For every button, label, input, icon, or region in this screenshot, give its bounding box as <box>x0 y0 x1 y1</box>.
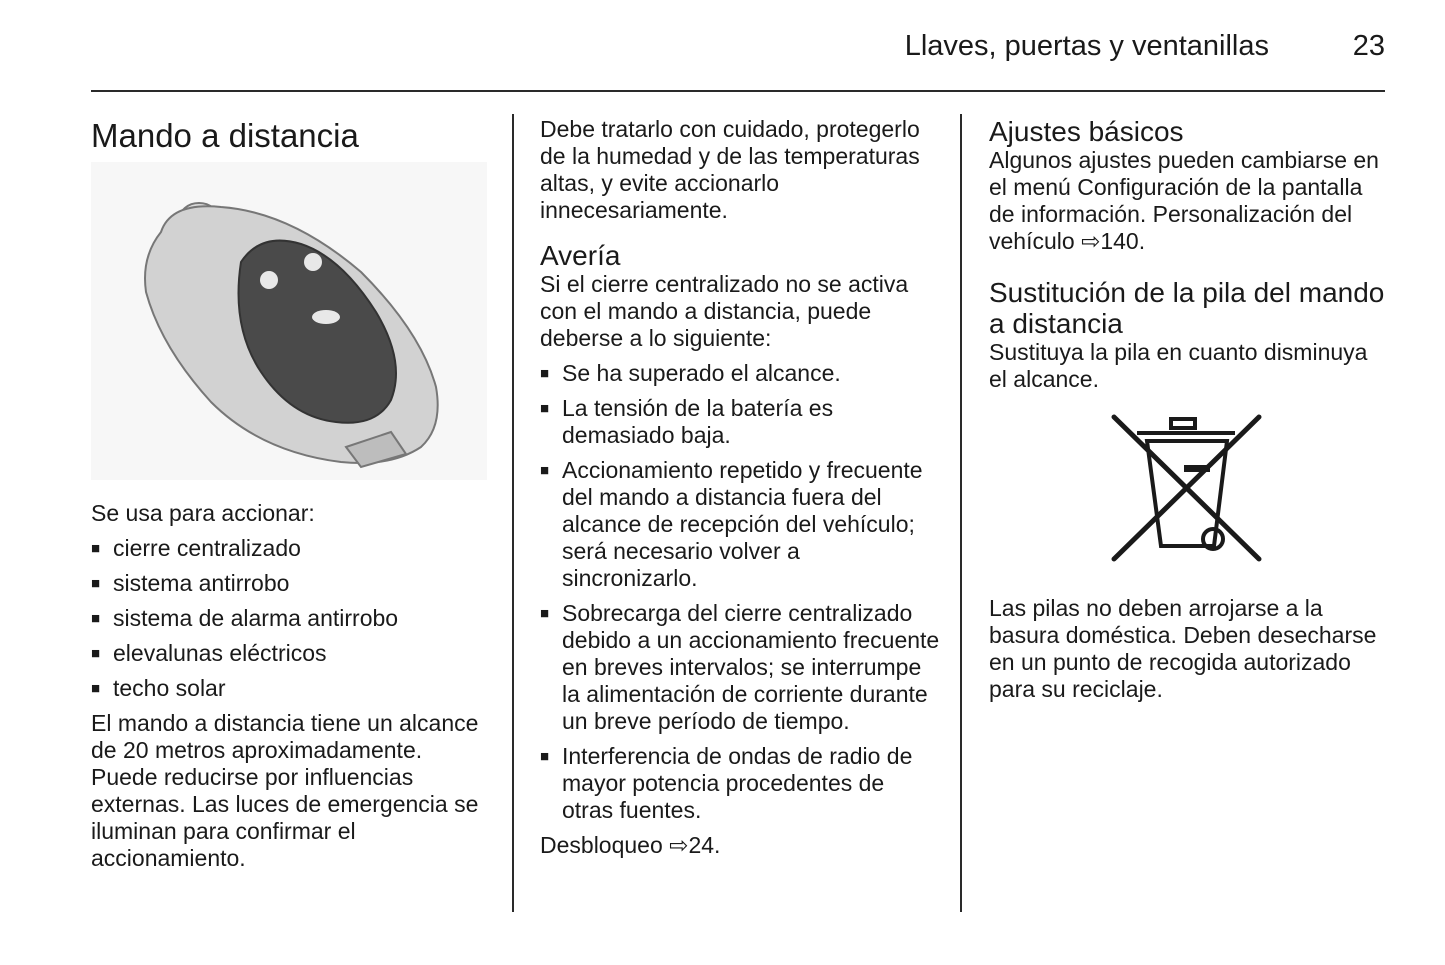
unlock-ref-page[interactable]: ⇨ 24. <box>669 832 720 858</box>
column-divider-1 <box>512 114 514 912</box>
remote-key-image <box>91 162 487 480</box>
disposal-paragraph: Las pilas no deben arrojarse a la basura doméstica. Deben desecharse en un punto de recogida autorizado para su reciclaje. <box>989 595 1377 702</box>
list-item: ■ La tensión de la batería es demasiado baja. <box>540 395 940 449</box>
column-1 <box>91 116 491 872</box>
basic-settings-paragraph <box>989 147 1385 255</box>
unlock-reference <box>540 832 940 859</box>
list-item: ■ Interferencia de ondas de radio de mayor potencia procedentes de otras fuentes. <box>540 743 940 824</box>
list-item: ■ cierre centralizado <box>91 535 491 562</box>
section-heading-basic-settings: Ajustes básicos <box>989 116 1184 147</box>
column-3 <box>989 116 1385 703</box>
care-paragraph: Debe tratarlo con cuidado, protegerlo de la humedad y de las temperaturas altas, y evite accionarlo innecesariamente. <box>540 116 920 223</box>
section-heading-battery: Sustitución de la pila del mando a distancia <box>989 277 1385 339</box>
list-item: ■ Sobrecarga del cierre centralizado debido a un accionamiento frecuente en breves intervalos; se interrumpe la alimentación de corriente durante un breve período de tiempo. <box>540 600 940 735</box>
list-item: ■ elevalunas eléctricos <box>91 640 491 667</box>
fault-intro: Si el cierre centralizado no se activa con el mando a distancia, puede deberse a lo siguiente: <box>540 271 909 351</box>
header-divider <box>91 90 1385 92</box>
list-item: ■ sistema antirrobo <box>91 570 491 597</box>
fault-causes-list <box>540 360 940 824</box>
column-2 <box>540 116 940 859</box>
page-number: 23 <box>1352 30 1385 62</box>
section-heading-fault: Avería <box>540 240 621 271</box>
unlock-ref-label: Desbloqueo <box>540 832 663 858</box>
section-heading-remote: Mando a distancia <box>91 117 359 154</box>
list-item: ■ sistema de alarma antirrobo <box>91 605 491 632</box>
settings-ref-page[interactable]: ⇨ 140. <box>1081 228 1145 254</box>
column-divider-2 <box>960 114 962 912</box>
battery-paragraph: Sustituya la pila en cuanto disminuya el alcance. <box>989 339 1368 392</box>
list-item: ■ Se ha superado el alcance. <box>540 360 940 387</box>
crossed-bin-icon <box>989 411 1385 571</box>
list-item: ■ Accionamiento repetido y frecuente del mando a distancia fuera del alcance de recepción del vehículo; será necesario volver a sincronizarlo. <box>540 457 940 592</box>
header-title: Llaves, puertas y ventanillas <box>904 30 1269 62</box>
remote-intro: Se usa para accionar: <box>91 500 315 526</box>
basic-settings-text: Algunos ajustes pueden cambiarse en el menú Configuración de la pantalla de información. Personalización del vehículo <box>989 147 1379 254</box>
range-paragraph: El mando a distancia tiene un alcance de 20 metros aproximadamente. Puede reducirse por influencias externas. Las luces de emergencia se iluminan para confirmar el accionamiento. <box>91 710 479 871</box>
list-item: ■ techo solar <box>91 675 491 702</box>
remote-uses-list <box>91 535 491 702</box>
